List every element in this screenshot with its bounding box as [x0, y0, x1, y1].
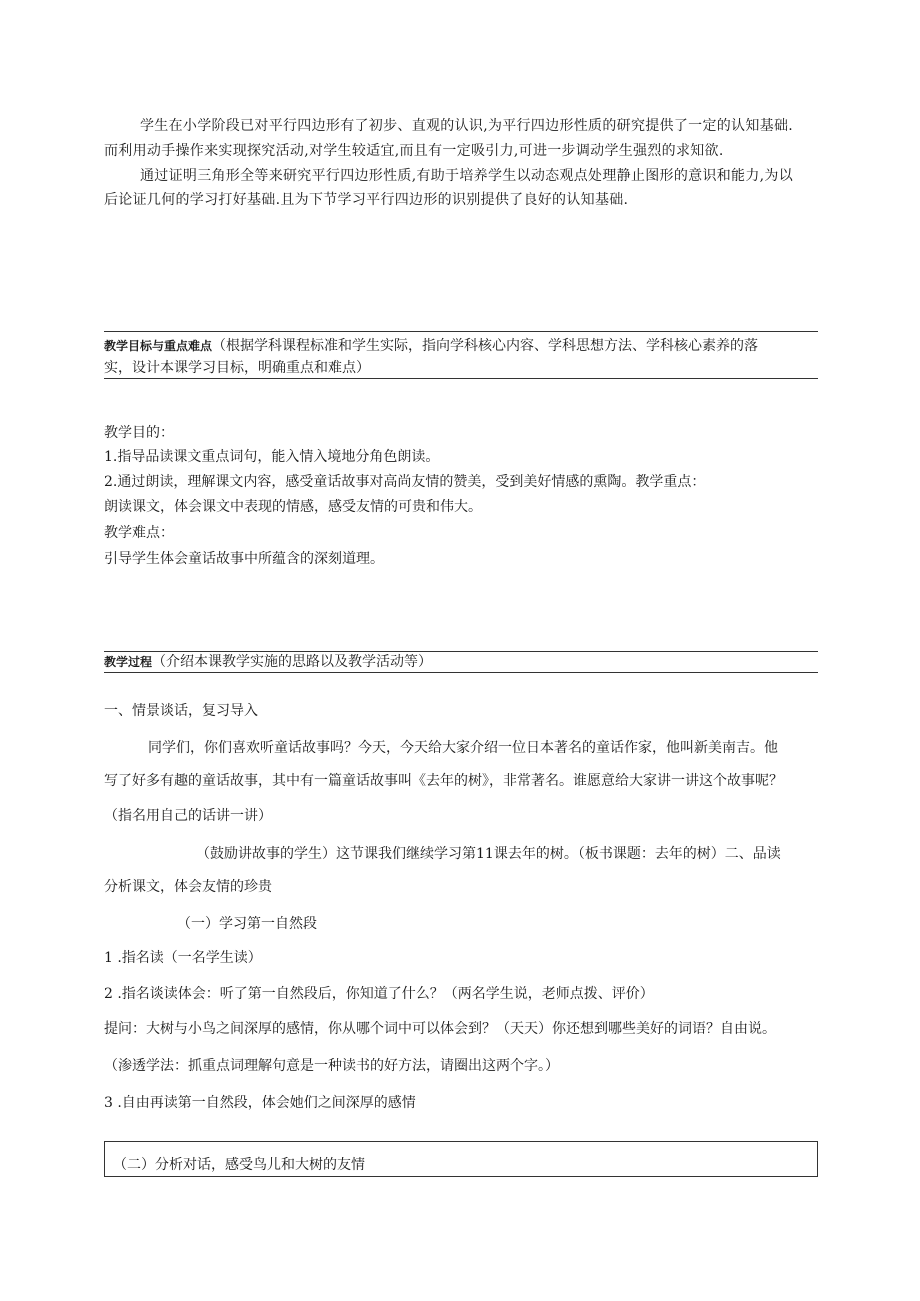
story-paragraph-line-1: 同学们，你们喜欢听童话故事吗？今天，今天给大家介绍一位日本著名的童话作家，他叫新美南吉。他	[148, 740, 778, 756]
intro-paragraph-1-line-2: 而利用动手操作来实现探究活动,对学生较适宜,而且有一定吸引力,可进一步调动学生强烈的求知欲.	[104, 143, 724, 159]
story-paragraph-line-2: 写了好多有趣的童话故事，其中有一篇童话故事叫《去年的树》，非常著名。谁愿意给大家讲一讲这个故事呢？	[104, 773, 783, 789]
difficulty-title: 教学难点：	[104, 525, 174, 541]
step-1: 1 .指名读（一名学生读）	[104, 950, 262, 966]
objectives-title: 教学目的：	[104, 425, 174, 441]
intro-paragraph-1-line-1: 学生在小学阶段已对平行四边形有了初步、直观的认识,为平行四边形性质的研究提供了一定的认知基础.	[140, 118, 793, 134]
section2-header	[104, 652, 432, 672]
section1-bottom-rule	[104, 378, 818, 379]
sub-section-1-title: （一）学习第一自然段	[177, 916, 317, 932]
part1-title: 一、情景谈话，复习导入	[104, 703, 258, 719]
section1-heading: 教学目标与重点难点	[104, 339, 213, 353]
encourage-line-1: （鼓励讲故事的学生）这节课我们继续学习第11课去年的树。（板书课题：去年的树）二、品读	[196, 846, 781, 862]
key-point: 朗读课文，体会课文中表现的情感，感受友情的可贵和伟大。	[104, 499, 482, 515]
section1-note-line-2: 实，设计本课学习目标，明确重点和难点）	[104, 360, 370, 376]
intro-paragraph-2-line-1: 通过证明三角形全等来研究平行四边形性质,有助于培养学生以动态观点处理静止图形的意识和能力,为以	[140, 168, 793, 184]
section2-bottom-rule	[104, 672, 818, 673]
method-note: （渗透学法：抓重点词理解句意是一种读书的好方法，请圈出这两个字。）	[104, 1058, 559, 1074]
sub-section-2-title: （二）分析对话，感受鸟儿和大树的友情	[113, 1157, 365, 1173]
section1-header	[104, 336, 758, 356]
question-text: 提问：大树与小鸟之间深厚的感情，你从哪个词中可以体会到？（天天）你还想到哪些美好的词语？自由说。	[104, 1021, 776, 1037]
objective-2: 2.通过朗读，理解课文内容，感受童话故事对高尚友情的赞美，受到美好情感的熏陶。教学重点：	[104, 474, 706, 490]
encourage-line-2: 分析课文，体会友情的珍贵	[104, 879, 272, 895]
step-3: 3 .自由再读第一自然段，体会她们之间深厚的感情	[104, 1095, 416, 1111]
story-paragraph-line-3: （指名用自己的话讲一讲）	[104, 808, 272, 824]
difficulty-text: 引导学生体会童话故事中所蕴含的深刻道理。	[104, 551, 384, 567]
section1-note-line-1: （根据学科课程标准和学生实际，指向学科核心内容、学科思想方法、学科核心素养的落	[212, 338, 759, 354]
objective-1: 1.指导品读课文重点词句，能入情入境地分角色朗读。	[104, 449, 440, 465]
intro-paragraph-2-line-2: 后论证几何的学习打好基础.且为下节学习平行四边形的识别提供了良好的认知基础.	[104, 192, 629, 208]
section2-note: （介绍本课教学实施的思路以及教学活动等）	[152, 654, 433, 670]
step-2: 2 .指名谈读体会：听了第一自然段后，你知道了什么？（两名学生说，老师点拨、评价）	[104, 986, 654, 1002]
sub-section-2-box	[104, 1141, 818, 1177]
section2-heading: 教学过程	[104, 655, 153, 669]
section1-top-rule	[104, 331, 818, 332]
